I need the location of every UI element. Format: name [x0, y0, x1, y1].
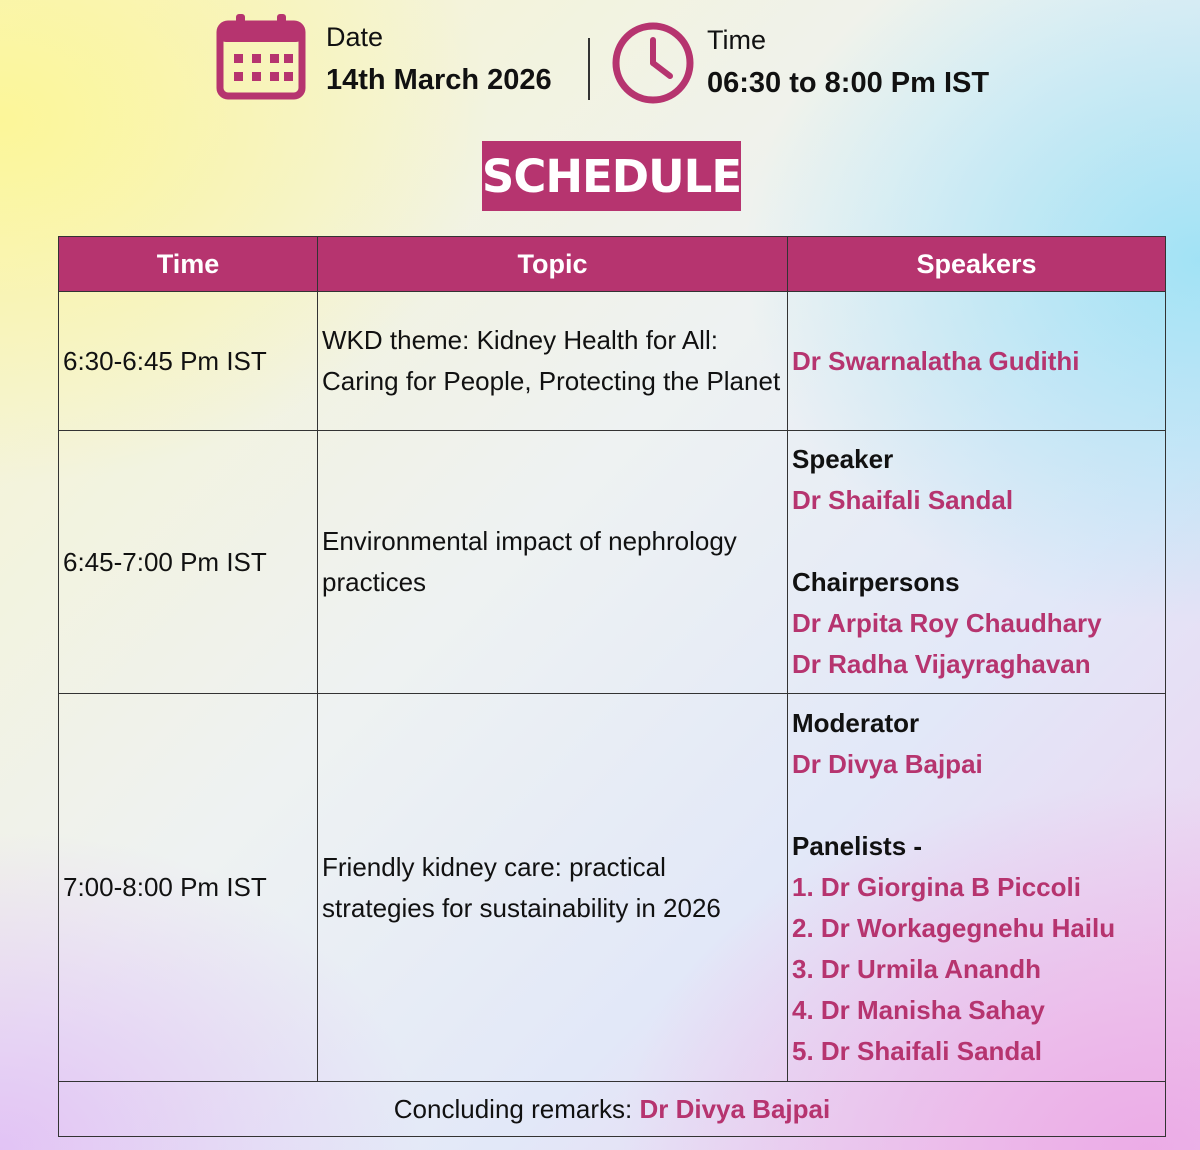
- date-value: 14th March 2026: [326, 64, 552, 96]
- table-row: [59, 431, 1166, 694]
- moderator-name: Dr Divya Bajpai: [792, 749, 983, 779]
- chairperson-name: Dr Radha Vijayraghavan: [792, 649, 1091, 679]
- column-header-time: Time: [59, 237, 318, 292]
- table-header-row: [59, 237, 1166, 292]
- chairperson-name: Dr Arpita Roy Chaudhary: [792, 608, 1102, 638]
- panelist-name: 5. Dr Shaifali Sandal: [792, 1036, 1042, 1066]
- row-topic: Friendly kidney care: practical strategies for sustainability in 2026: [318, 694, 788, 1082]
- concluding-remarks: [59, 1082, 1166, 1137]
- panelists-role: Panelists -: [792, 831, 923, 861]
- table-footer-row: [59, 1082, 1166, 1137]
- time-value: 06:30 to 8:00 Pm IST: [707, 67, 990, 99]
- row-speakers: [788, 292, 1166, 431]
- row-speakers: [788, 694, 1166, 1082]
- panelist-name: 2. Dr Workagegnehu Hailu: [792, 913, 1116, 943]
- chairpersons-role: Chairpersons: [792, 567, 960, 597]
- clock-icon: [610, 20, 696, 106]
- panelist-name: 1. Dr Giorgina B Piccoli: [792, 872, 1081, 902]
- moderator-role: Moderator: [792, 708, 920, 738]
- row-time: 6:30-6:45 Pm IST: [59, 292, 318, 431]
- row-topic: WKD theme: Kidney Health for All: Caring for People, Protecting the Planet: [318, 292, 788, 431]
- row-time: 7:00-8:00 Pm IST: [59, 694, 318, 1082]
- row-time: 6:45-7:00 Pm IST: [59, 431, 318, 694]
- speaker-name: Dr Shaifali Sandal: [792, 485, 1014, 515]
- panelist-name: 3. Dr Urmila Anandh: [792, 954, 1041, 984]
- row-speakers: [788, 431, 1166, 694]
- schedule-title: SCHEDULE: [482, 141, 741, 211]
- table-row: [59, 292, 1166, 431]
- event-header: [0, 0, 1200, 110]
- table-row: [59, 694, 1166, 1082]
- concluding-remarks-name: Dr Divya Bajpai: [639, 1093, 831, 1124]
- speaker-name: Dr Swarnalatha Gudithi: [792, 345, 1080, 376]
- schedule-table: [58, 236, 1166, 1137]
- header-divider: [588, 38, 590, 100]
- panelist-name: 4. Dr Manisha Sahay: [792, 995, 1045, 1025]
- time-label: Time: [707, 25, 766, 55]
- row-topic: Environmental impact of nephrology practices: [318, 431, 788, 694]
- column-header-speakers: Speakers: [788, 237, 1166, 292]
- column-header-topic: Topic: [318, 237, 788, 292]
- concluding-remarks-label: Concluding remarks:: [393, 1093, 633, 1124]
- calendar-icon: [216, 14, 306, 100]
- date-label: Date: [326, 22, 384, 52]
- speaker-role: Speaker: [792, 444, 894, 474]
